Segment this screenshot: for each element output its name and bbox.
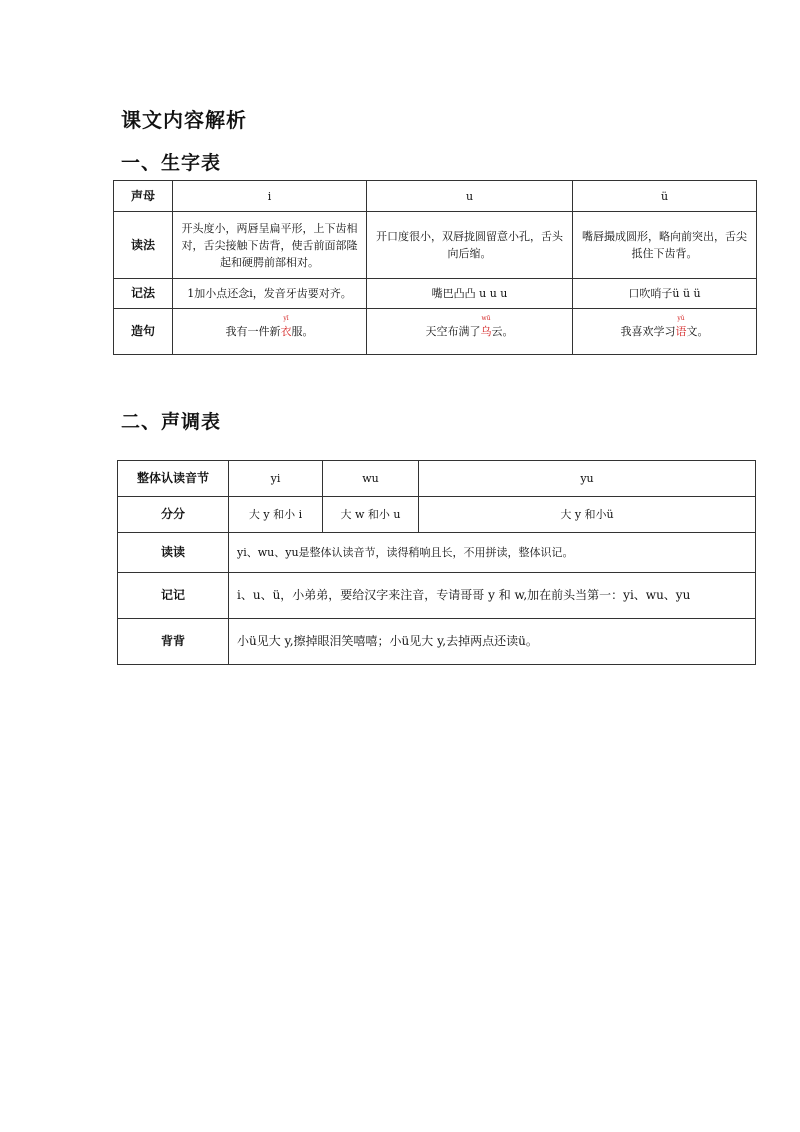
table-cell: wu <box>323 461 419 497</box>
table-cell: yi、wu、yu是整体认读音节，读得稍响且长，不用拼读，整体识记。 <box>229 533 756 573</box>
sentence-cell <box>367 309 573 355</box>
table-row <box>118 461 756 497</box>
vocab-table <box>113 180 757 355</box>
annotated-char <box>280 315 292 340</box>
row-label: 读读 <box>118 533 229 573</box>
header-cell: u <box>367 181 573 212</box>
syllable-table <box>117 460 756 665</box>
table-cell: i、u、ü，小弟弟，要给汉字来注音，专请哥哥 y 和 w,加在前头当第一：yi、wu、yu <box>229 573 756 619</box>
table-row <box>118 497 756 533</box>
sentence-text: 云。 <box>491 325 514 338</box>
row-label: 分分 <box>118 497 229 533</box>
table-cell: 开头度小，两唇呈扁平形，上下齿相对，舌尖接触下齿背，使舌前面部隆起和硬腭前部相对。 <box>173 212 367 279</box>
sentence-text: 我有一件新 <box>225 325 281 338</box>
table-row <box>114 212 757 279</box>
table-row <box>114 181 757 212</box>
table-cell: 嘴巴凸凸 u u u <box>367 279 573 309</box>
section-heading-tones: 二、声调表 <box>121 411 222 433</box>
table-cell: yi <box>229 461 323 497</box>
sentence-cell <box>173 309 367 355</box>
table-cell: 嘴唇撮成圆形，略向前突出，舌尖抵住下齿背。 <box>573 212 757 279</box>
pinyin-annotation: yī <box>283 315 289 322</box>
sentence-text: 我喜欢学习 <box>620 325 676 338</box>
table-row <box>114 309 757 355</box>
table-cell: 大 w 和小 u <box>323 497 419 533</box>
table-cell: 1加小点还念i，发音牙齿要对齐。 <box>173 279 367 309</box>
table-row <box>118 573 756 619</box>
header-cell: 声母 <box>114 181 173 212</box>
table-row <box>118 619 756 665</box>
table-cell: 开口度很小，双唇拢圆留意小孔，舌头向后缩。 <box>367 212 573 279</box>
row-label: 记记 <box>118 573 229 619</box>
header-cell: i <box>173 181 367 212</box>
table-cell: 口吹哨子ü ü ü <box>573 279 757 309</box>
sentence-text: 天空布满了 <box>425 325 481 338</box>
header-cell: ü <box>573 181 757 212</box>
pinyin-annotation: wū <box>481 315 491 322</box>
table-row <box>118 533 756 573</box>
table-cell: 大 y 和小ü <box>419 497 756 533</box>
table-row <box>114 279 757 309</box>
highlight-char: 语 <box>675 325 687 338</box>
row-label: 整体认读音节 <box>118 461 229 497</box>
sentence-text: 服。 <box>291 325 314 338</box>
annotated-char <box>480 315 492 340</box>
section-heading-vocab: 一、生字表 <box>121 152 222 174</box>
sentence-cell <box>573 309 757 355</box>
sentence-text: 文。 <box>686 325 709 338</box>
table-cell: 小ü见大 y,擦掉眼泪笑嘻嘻；小ü见大 y,去掉两点还读ü。 <box>229 619 756 665</box>
pinyin-annotation: yǔ <box>677 315 685 322</box>
annotated-char <box>675 315 687 340</box>
highlight-char: 乌 <box>480 325 492 338</box>
row-label: 背背 <box>118 619 229 665</box>
table-cell: 大 y 和小 i <box>229 497 323 533</box>
highlight-char: 衣 <box>280 325 292 338</box>
table-cell: yu <box>419 461 756 497</box>
row-label: 记法 <box>114 279 173 309</box>
page-title: 课文内容解析 <box>121 108 247 132</box>
row-label: 造句 <box>114 309 173 355</box>
row-label: 读法 <box>114 212 173 279</box>
